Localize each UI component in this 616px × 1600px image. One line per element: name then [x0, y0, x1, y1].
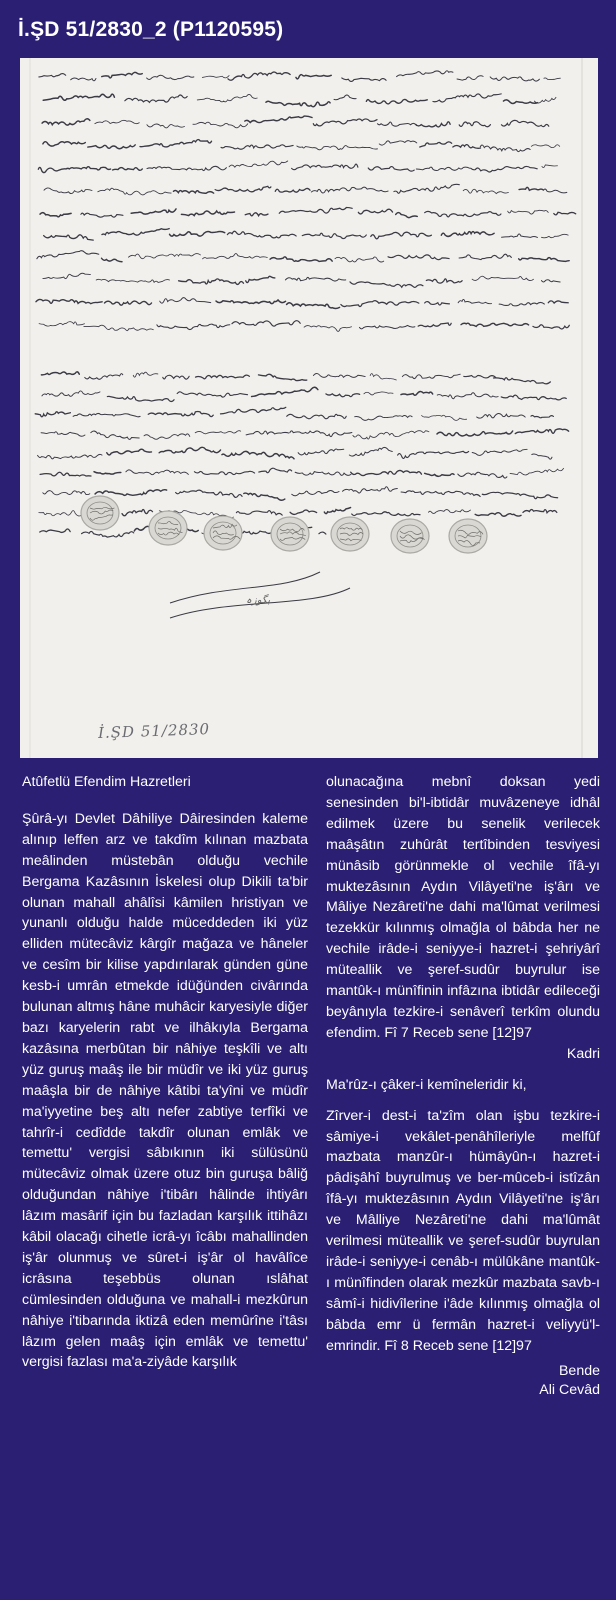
transcription-column-right: [326, 772, 600, 1400]
seal-impression: [81, 496, 119, 530]
seal-impression: [271, 517, 309, 551]
manuscript-drawing: [20, 58, 598, 758]
body-paragraph-part-1: Şûrâ-yı Devlet Dâhiliye Dâiresinden kaleme alınıp leffen arz ve takdîm kılınan mazbata meâlinden müstebân olduğu vechile Bergama Kazâsının İskelesi olup Dikili ta'bir olunan mahall ahâlîsi kâmilen hristiyan ve yunanlı olduğu halde müceddeden iki yüz elliden mütecâviz kârgîr mağaza ve hâneler ve cesîm bir kilise yapdırılarak günden güne kesb-i umrân etmekde idüğünden civârında bulunan altmış hâne muhâcir karyesiyle diğer bazı karyelerin rabt ve ilhâkıyla Bergama kazâsına merbûtan bir nâhiye teşkîli ve altı yüz guruş maâş ile bir müdîr ve iki yüz guruş maâşla bir de nâhiye kâtibi ta'yîni ve müdîr ma'iyyetine beş altı nefer zabtiye terfîki ve tahrîr-i cedîdde takdîr olunan emlâk ve temettu' vergisi sâbıkının iki sülüsünü mütecâviz olmak üzere otuz bin guruşa bâliğ olduğundan nâhiye i'tibârı hâlinde ihtiyârı lâzım masârif için bu fazladan karşılık ittihâzı kâbil olacağı cihetle icrâ-yı îcâbı mahallinden iş'âr olunmuş ve sûret-i iş'âr ol havâlîce icrâsına teşebbüs olunan ıslâhat cümlesinden olduğuna ve mahall-i mezkûrun nâhiye i'tibarında iktizâ eden memûrîne i'tâsı lâzım gelen maâş için emlâk ve temettu' vergisi fazlası ma'a-ziyâde karşılık: [22, 810, 308, 1371]
seal-impression: [449, 519, 487, 553]
seal-impression: [149, 511, 187, 545]
signer-name: Kadri: [566, 1045, 600, 1062]
manuscript-scan-image: [20, 58, 598, 758]
salutation: Atûfetlü Efendim Hazretleri: [22, 774, 191, 790]
document-reference-title: İ.ŞD 51/2830_2 (P1120595): [18, 18, 284, 41]
reply-signoff: [326, 1362, 600, 1400]
reply-signer-name: Ali Cevâd: [539, 1382, 600, 1399]
seal-impression: [204, 516, 242, 550]
archive-pencil-label: İ.ŞD 51/2830: [97, 720, 211, 742]
bende-label: Bende: [558, 1363, 600, 1380]
closing-line: Ma'rûz-ı çâker-i kemîneleridir ki,: [326, 1076, 527, 1093]
reply-paragraph: Zîrver-i dest-i ta'zîm olan işbu tezkire-i sâmiye-i vekâlet-penâhîleriyle melfûf mazbata manzûr-ı hümâyûn-ı hazret-i pâdişâhî buyrulmuş ve ber-mûceb-i istîzân îfâ-yı muktezâsının Aydın Vilâyeti'ne iş'ârı ve Mâlliye Nezâreti'ne dahi ma'lûmât verilmesi müteallik ve şeref-sudûr buyrulan irâde-i seniyye-i cenâb-ı mülûkâne mantûk-ı münîfinden olarak mezkûr mazbata savb-ı sâmî-i hidivîlerine i'âde kılınmış olmağla ol bâbda emr ü fermân hazret-i veliyyü'l-emrindir. Fî 8 Receb sene [12]97: [326, 1107, 600, 1354]
transcription-column-left: [22, 772, 308, 1373]
seal-impression: [391, 519, 429, 553]
seal-impression: [331, 517, 369, 551]
seal-annotation: بگوزہ: [246, 595, 271, 606]
body-paragraph-part-2: olunacağına mebnî doksan yedi senesinden bi'l-ibtidâr muvâzeneye idhâl edilmek üzere bu senelik verilecek maâşâtın zuhûrât tertîbinden tesviyesi münâsib görünmekle ol vechile îfâ-yı muktezâsının Aydın Vilâyeti'ne iş'ârı ve Mâliye Nezâreti'ne dahi ma'lûmat verilmesi tezekkür kılınmış olmağla ol bâbda her ne vechile irâde-i seniyye-i hazret-i şehriyârî müteallik ve şeref-sudûr buyrulur ise mantûk-ı münîfinin infâzına ibtidâr edileceği beyânıyla tezkire-i senâverî terkîm olundu efendim. Fî 7 Receb sene [12]97: [326, 774, 600, 1041]
